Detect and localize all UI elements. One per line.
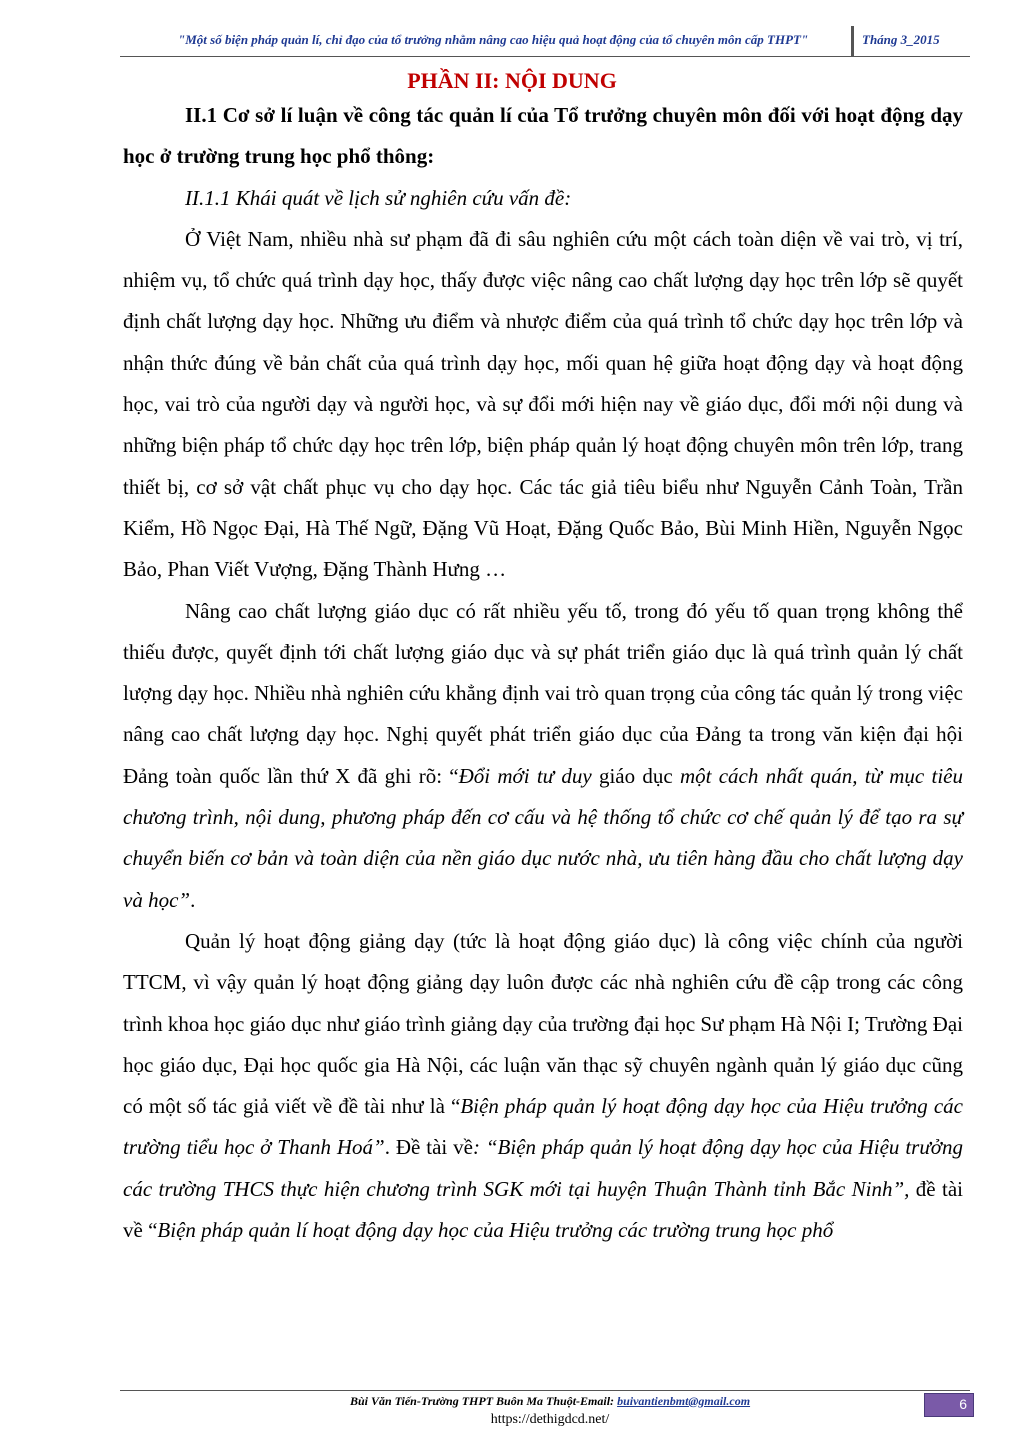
paragraph-1: Ở Việt Nam, nhiều nhà sư phạm đã đi sâu nghiên cứu một cách toàn diện về vai trò, vị trí, nhiệm vụ, tổ chức quá trình dạy học, thấy được việc nâng cao chất lượng dạy học trên lớp sẽ quyết định chất lượng dạy học. Những ưu điểm và nhược điểm của quá trình tổ chức dạy học trên lớp và nhận thức đúng về bản chất của quá trình dạy học, mối quan hệ giữa hoạt động dạy và hoạt động học, vai trò của người dạy và người học, và sự đổi mới hiện nay về giáo dục, đổi mới nội dung và những biện pháp tổ chức dạy học trên lớp, biện pháp quản lý hoạt động chuyên môn trên lớp, trang thiết bị, cơ sở vật chất phục vụ cho dạy học. Các tác giả tiêu biểu như Nguyễn Cảnh Toàn, Trần Kiểm, Hồ Ngọc Đại, Hà Thế Ngữ, Đặng Vũ Hoạt, Đặng Quốc Bảo, Bùi Minh Hiền, Nguyễn Ngọc Bảo, Phan Viết Vượng, Đặng Thành Hưng … <box>123 226 963 582</box>
paragraph-2-text: Nâng cao chất lượng giáo dục có rất nhiều yếu tố, trong đó yếu tố quan trọng không thể thiếu được, quyết định tới chất lượng giáo dục và sự phát triển giáo dục là quá trình quản lý chất lượng dạy học. Nhiều nhà nghiên cứu khẳng định vai trò quan trọng của công tác quản lý trong việc nâng cao chất lượng dạy học. Nghị quyết phát triển giáo dục của Đảng ta trong văn kiện đại hội Đảng toàn quốc lần thứ X đã ghi rõ: “ <box>123 598 963 788</box>
paragraph-3 <box>123 921 963 1251</box>
footer-rule <box>120 1390 970 1391</box>
paragraph-2-mid: giáo dục <box>591 763 680 788</box>
footer-email-link[interactable]: buivantienbmt@gmail.com <box>617 1394 751 1408</box>
footer-author-text: Bùi Văn Tiến-Trường THPT Buôn Ma Thuột-Email: <box>349 1394 618 1408</box>
header-separator <box>851 26 854 56</box>
paragraph-3-title-1: Biện pháp quản lý hoạt động dạy học của Hiệu trưởng các trường tiểu học ở Thanh Hoá” <box>123 1094 963 1160</box>
header-title: "Một số biện pháp quản lí, chỉ đạo của tổ trưởng nhằm nâng cao hiệu quả hoạt động của tổ chuyên môn cấp THPT" <box>178 32 809 47</box>
paragraph-2 <box>123 591 963 921</box>
section-title: PHẦN II: NỘI DUNG <box>407 68 617 93</box>
paragraph-3-title-3: Biện pháp quản lí hoạt động dạy học của Hiệu trưởng các trường trung học phổ <box>157 1218 834 1243</box>
page-header <box>0 26 1024 56</box>
document-body <box>123 95 963 1251</box>
page-number: 6 <box>959 1396 967 1412</box>
header-date: Tháng 3_2015 <box>862 32 940 47</box>
paragraph-2-end: . <box>190 887 196 912</box>
paragraph-3-mid-2: đề tài về “ <box>123 1176 964 1243</box>
paragraph-3-title-2: : “Biện pháp quản lý hoạt động dạy học của Hiệu trưởng các trường THCS thực hiện chương trình SGK mới tại huyện Thuận Thành tỉnh Bắc Ninh”, <box>123 1135 963 1201</box>
subheading-ii-1-1: II.1.1 Khái quát về lịch sử nghiên cứu vấn đề: <box>185 185 572 210</box>
heading-ii-1: II.1 Cơ sở lí luận về công tác quản lí của Tổ trưởng chuyên môn đối với hoạt động dạy học ở trường trung học phổ thông: <box>123 103 963 169</box>
paragraph-2-quote: một cách nhất quán, từ mục tiêu chương trình, nội dung, phương pháp đến cơ cấu và hệ thống tổ chức cơ chế quản lý để tạo ra sự chuyển biến cơ bản và toàn diện của nền giáo dục nước nhà, ưu tiên hàng đầu cho chất lượng dạy và học” <box>123 763 963 912</box>
footer-author <box>0 1394 1024 1409</box>
footer-url[interactable]: https://dethigdcd.net/ <box>490 1412 610 1427</box>
paragraph-2-quote-start: Đổi mới tư duy <box>458 763 592 788</box>
header-rule <box>120 56 970 57</box>
paragraph-3-mid: . Đề tài về <box>384 1135 473 1160</box>
paragraph-3-text: Quản lý hoạt động giảng dạy (tức là hoạt động giáo dục) là công việc chính của người TTCM, vì vậy quản lý hoạt động giảng dạy luôn được các nhà nghiên cứu đề cập trong các công trình khoa học giáo dục như giáo trình giảng dạy của trường đại học Sư phạm Hà Nội I; Trường Đại học giáo dục, Đại học quốc gia Hà Nội, các luận văn thạc sỹ chuyên ngành quản lý giáo dục cũng có một số tác giả viết về đề tài như là “ <box>123 928 963 1119</box>
